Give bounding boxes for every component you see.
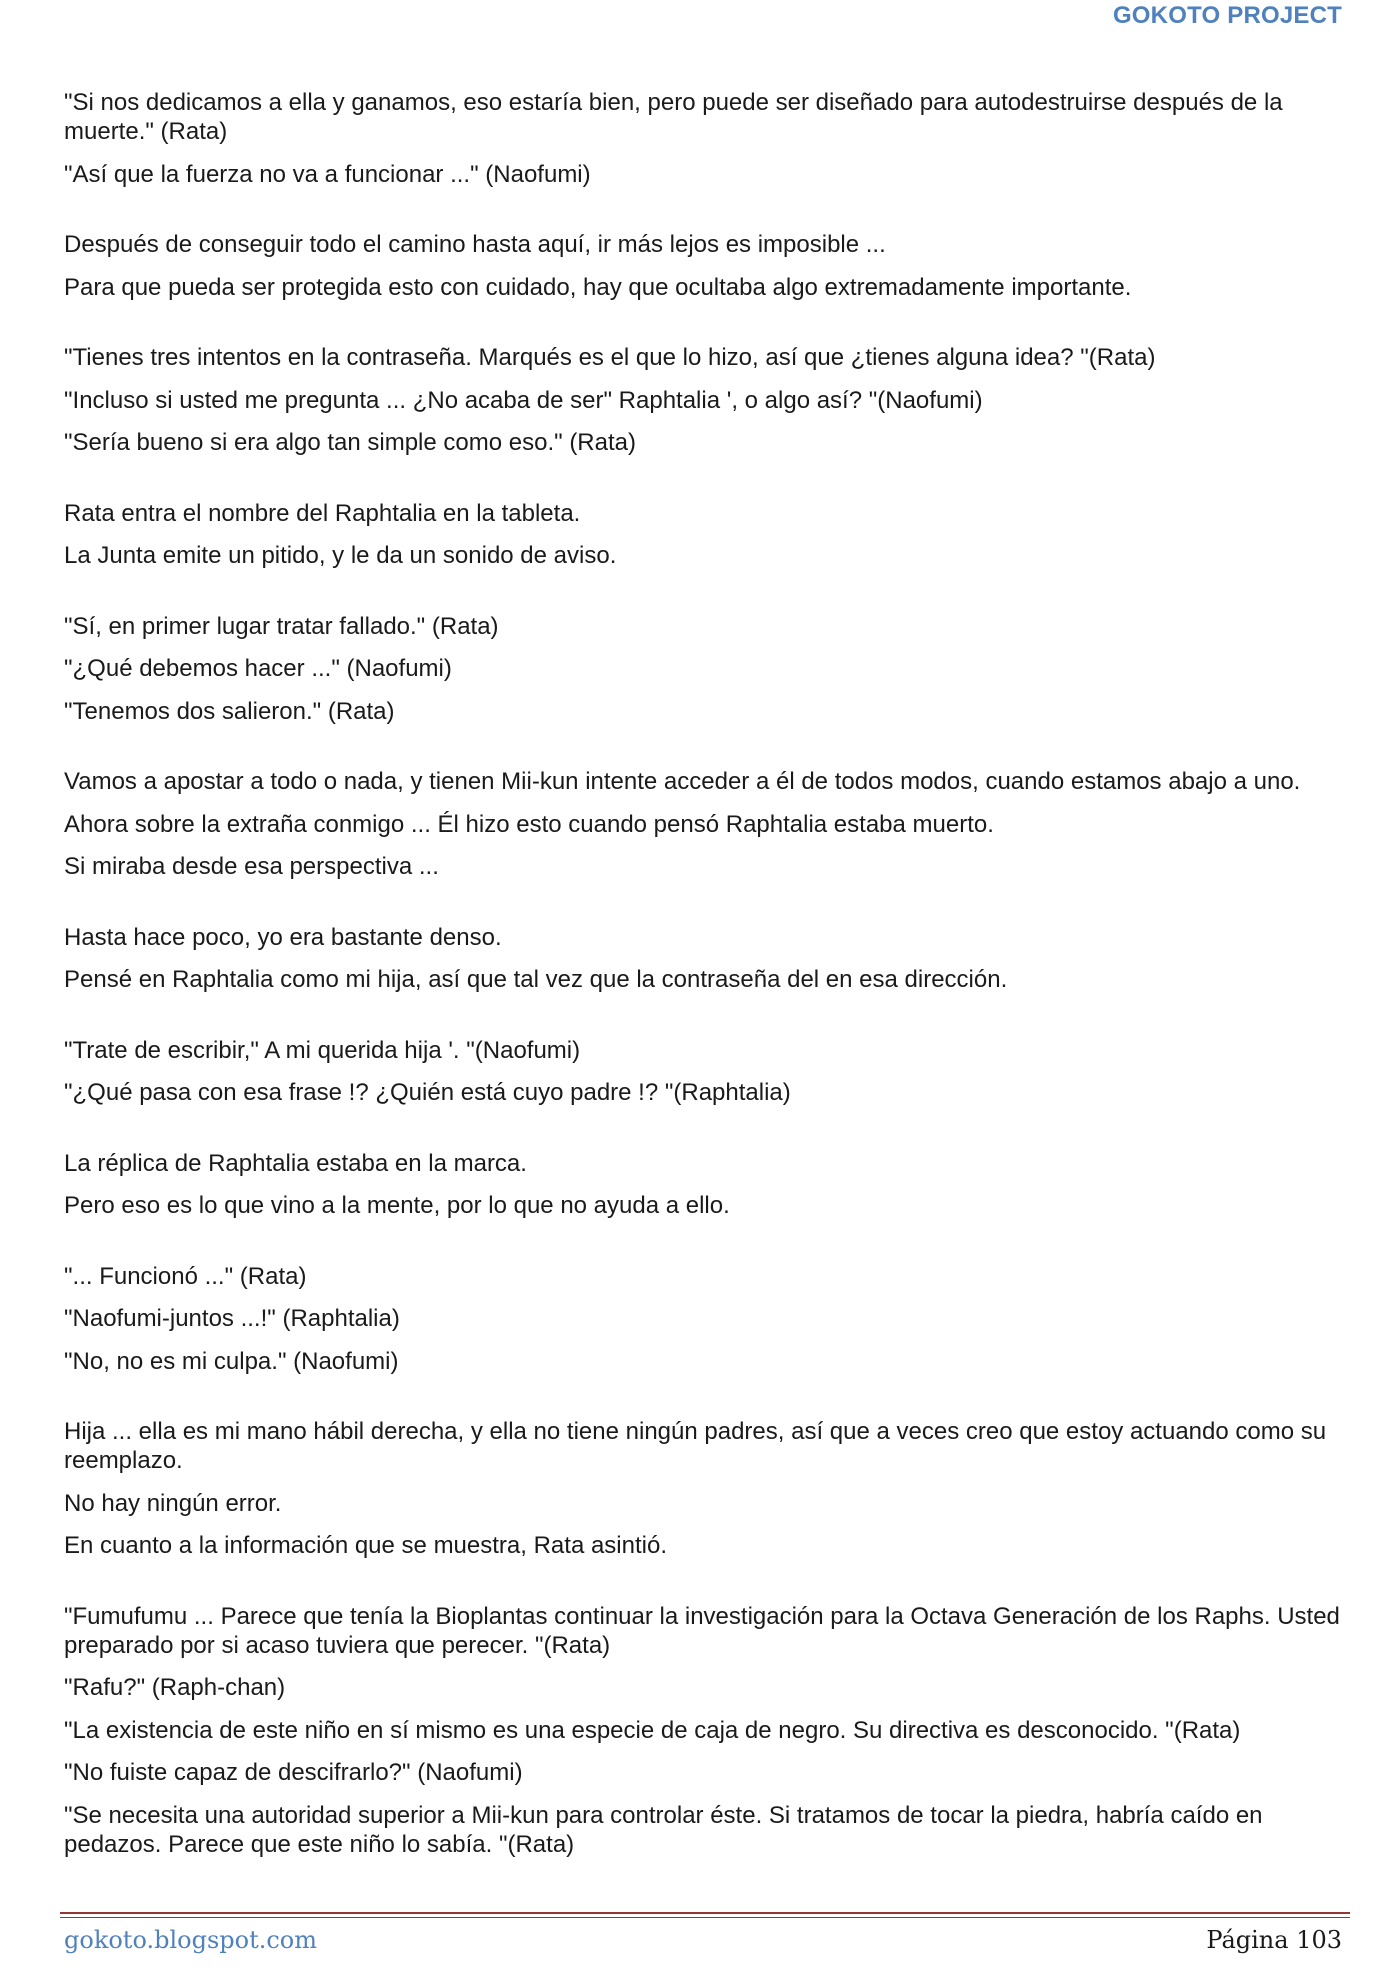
paragraph: "Incluso si usted me pregunta ... ¿No acaba de ser" Raphtalia ', o algo así? "(Naofumi) xyxy=(64,386,983,414)
paragraph: "Así que la fuerza no va a funcionar ..." (Naofumi) xyxy=(64,160,591,188)
paragraph: "¿Qué pasa con esa frase !? ¿Quién está cuyo padre !? "(Raphtalia) xyxy=(64,1079,791,1106)
paragraph: "No, no es mi culpa." (Naofumi) xyxy=(64,1347,399,1375)
paragraph: Rata entra el nombre del Raphtalia en la tableta. xyxy=(64,499,581,527)
paragraph: Hija ... ella es mi mano hábil derecha, y ella no tiene ningún padres, así que a veces creo que estoy actuando como su reemplazo. xyxy=(64,1418,1327,1474)
paragraph-gap xyxy=(64,315,1354,343)
paragraph-gap xyxy=(64,895,1354,923)
paragraph: "Se necesita una autoridad superior a Mii-kun para controlar éste. Si tratamos de tocar la piedra, habría caído en pedazos. Parece que este niño lo sabía. "(Rata) xyxy=(64,1801,1263,1858)
paragraph-gap xyxy=(64,471,1354,499)
paragraph-gap xyxy=(64,1121,1354,1149)
paragraph: La Junta emite un pitido, y le da un sonido de aviso. xyxy=(64,542,617,569)
paragraph: "Sí, en primer lugar tratar fallado." (Rata) xyxy=(64,612,499,640)
paragraph: Pero eso es lo que vino a la mente, por lo que no ayuda a ello. xyxy=(64,1192,730,1219)
paragraph: "Naofumi-juntos ...!" (Raphtalia) xyxy=(64,1305,400,1332)
paragraph: Hasta hace poco, yo era bastante denso. xyxy=(64,923,502,951)
paragraph: La réplica de Raphtalia estaba en la marca. xyxy=(64,1149,527,1177)
paragraph: Si miraba desde esa perspectiva ... xyxy=(64,853,439,880)
paragraph: "Sería bueno si era algo tan simple como eso." (Rata) xyxy=(64,429,636,456)
paragraph-gap xyxy=(64,202,1354,230)
paragraph: "Rafu?" (Raph-chan) xyxy=(64,1674,286,1701)
paragraph: "La existencia de este niño en sí mismo es una especie de caja de negro. Su directiva es desconocido. "(Rata) xyxy=(64,1716,1241,1744)
paragraph: "Tienes tres intentos en la contraseña. Marqués es el que lo hizo, así que ¿tienes alguna idea? "(Rata) xyxy=(64,344,1156,371)
paragraph: Para que pueda ser protegida esto con cuidado, hay que ocultaba algo extremadamente importante. xyxy=(64,273,1132,301)
paragraph: "Trate de escribir," A mi querida hija '. "(Naofumi) xyxy=(64,1036,581,1064)
paragraph-gap xyxy=(64,1008,1354,1036)
footer-divider xyxy=(60,1912,1350,1914)
footer-site-link[interactable]: gokoto.blogspot.com xyxy=(64,1926,318,1954)
paragraph: Después de conseguir todo el camino hasta aquí, ir más lejos es imposible ... xyxy=(64,231,886,258)
paragraph: "... Funcionó ..." (Rata) xyxy=(64,1262,307,1290)
paragraph-gap xyxy=(64,1574,1354,1602)
paragraph: "Tenemos dos salieron." (Rata) xyxy=(64,697,395,725)
paragraph: Pensé en Raphtalia como mi hija, así que tal vez que la contraseña del en esa dirección. xyxy=(64,966,1008,993)
paragraph-gap xyxy=(64,584,1354,612)
paragraph: "Fumufumu ... Parece que tenía la Bioplantas continuar la investigación para la Octava Generación de los Raphs. Usted preparado por si acaso tuviera que perecer. "(Rata) xyxy=(64,1602,1340,1659)
paragraph: No hay ningún error. xyxy=(64,1489,282,1517)
paragraph: En cuanto a la información que se muestra, Rata asintió. xyxy=(64,1532,667,1559)
paragraph: "Si nos dedicamos a ella y ganamos, eso estaría bien, pero puede ser diseñado para autodestruirse después de la muerte." (Rata) xyxy=(64,89,1283,145)
document-body xyxy=(64,88,1354,1872)
page-header-title: GOKOTO PROJECT xyxy=(1112,2,1342,29)
paragraph: "¿Qué debemos hacer ..." (Naofumi) xyxy=(64,655,452,682)
footer-page-number: Página 103 xyxy=(1206,1926,1342,1954)
paragraph-gap xyxy=(64,1389,1354,1417)
paragraph-gap xyxy=(64,739,1354,767)
paragraph: "No fuiste capaz de descifrarlo?" (Naofumi) xyxy=(64,1759,523,1786)
paragraph: Ahora sobre la extraña conmigo ... Él hizo esto cuando pensó Raphtalia estaba muerto. xyxy=(64,810,994,838)
footer-divider-thin xyxy=(60,1917,1350,1918)
paragraph-gap xyxy=(64,1234,1354,1262)
paragraph: Vamos a apostar a todo o nada, y tienen Mii-kun intente acceder a él de todos modos, cuando estamos abajo a uno. xyxy=(64,768,1301,795)
